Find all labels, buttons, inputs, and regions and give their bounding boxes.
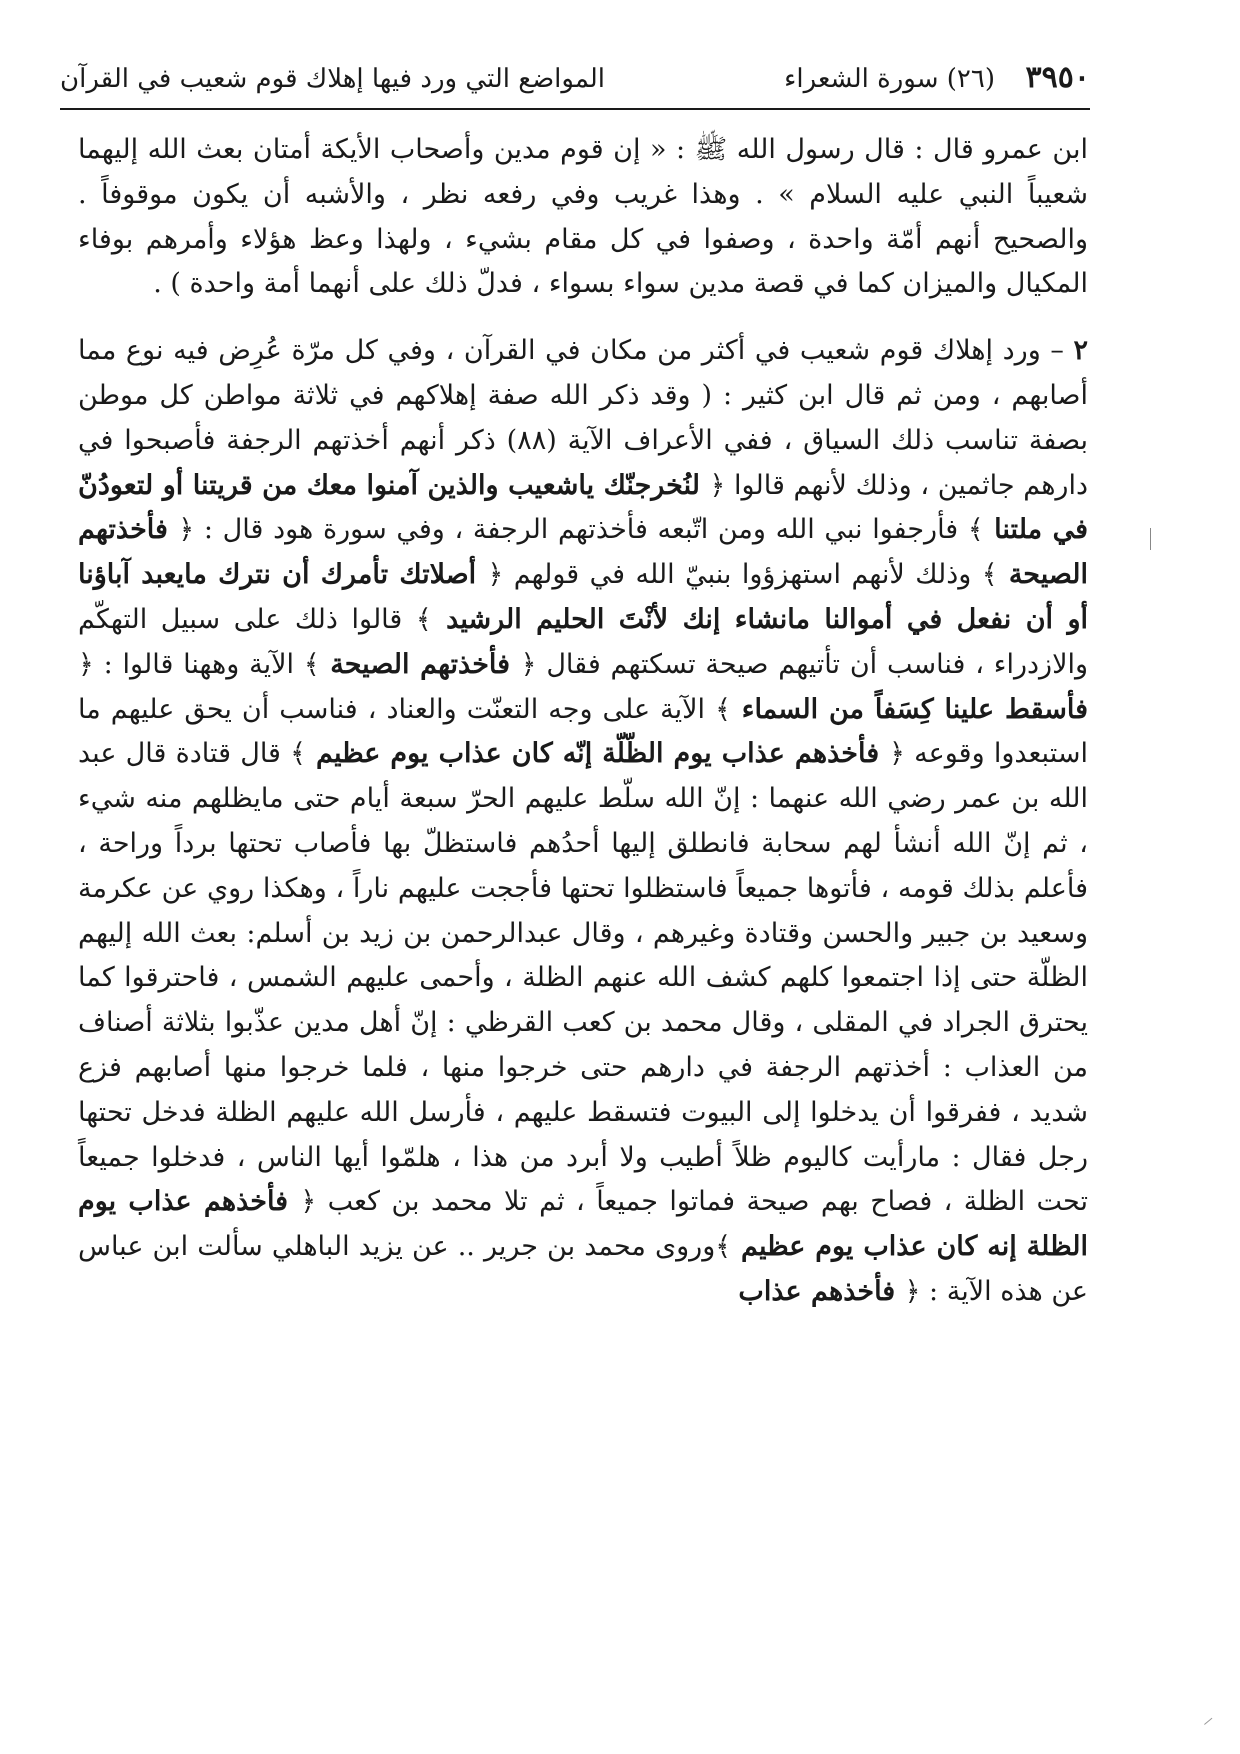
text-segment: قال قتادة قال عبد الله بن عمر رضي الله عنهما : إنّ الله سلّط عليهم الحرّ سبعة أيام حتى مايظلهم منه شيء ، ثم إنّ الله أنشأ لهم سحابة فانطلق إليها أحدُهم فاستظلّ بها فأصاب تحتها برداً وراحة ، فأعلم بذلك قومه ، فأتوها جميعاً فاستظلوا تحتها فأججت عليهم ناراً ، وهكذا روي عن عكرمة وسعيد بن جبير والحسن وقتادة وغيرهم ، وقال عبدالرحمن بن زيد بن أسلم: بعث الله إليهم الظلّة حتى إذا اجتمعوا كلهم كشف الله عنهم الظلة ، وأحمى عليهم الشمس ، فاحترقوا كما يحترق الجراد في المقلى ، وقال محمد بن كعب القرظي : إنّ أهل مدين عذّبوا بثلاثة أصناف من العذاب : أخذتهم الرجفة في دارهم حتى خرجوا منها ، فلما خرجوا منها أصابهم فزع شديد ، ففرقوا أن يدخلوا إلى البيوت فتسقط عليهم ، فأرسل الله عليهم الظلة فدخل تحتها رجل فقال : مارأيت كاليوم ظلاً أطيب ولا أبرد من هذا ، هلمّوا أيها الناس ، فدخلوا جميعاً تحت الظلة ، فصاح بهم صيحة فماتوا جميعاً ، ثم تلا محمد بن كعب [78,738,1088,1218]
paragraph-1 [78,128,1088,307]
text-segment: الآية على وجه التعنّت والعناد ، فناسب أن يحق عليهم ما استبعدوا وقوعه [78,693,1088,770]
quran-bracket-open: ﴿ [300,1186,317,1218]
paragraph-1-text: ابن عمرو قال : قال رسول الله ﷺ : « إن قوم مدين وأصحاب الأيكة أمتان بعث الله إليهما شعيباً النبي عليه السلام » . وهذا غريب وفي رفعه نظر ، والأشبه أن يكون موقوفاً . والصحيح أنهم أمّة واحدة ، وصفوا في كل مقام بشيء ، ولهذا وعظ هؤلاء وأمرهم بوفاء المكيال والميزان كما في قصة مدين سواء بسواء ، فدلّ ذلك على أنهما أمة واحدة ) . [78,134,1088,300]
item-number: ٢ [1073,335,1088,367]
quran-bracket-close: ﴾ [715,693,731,725]
quran-bracket-open: ﴿ [487,559,504,591]
quran-quote: فأسقط علينا كِسَفاً من السماء [730,693,1088,725]
quran-bracket-close: ﴾ [303,648,320,680]
quran-bracket-close: ﴾ [715,1231,732,1263]
page-body [78,128,1088,1315]
surah-title: (٢٦) سورة الشعراء [784,64,995,94]
quran-quote: فأخذتهم الصيحة [78,514,1089,591]
quran-bracket-open: ﴿ [904,1275,921,1307]
quran-bracket-open: ﴿ [178,514,195,546]
quran-quote: فأخذتهم الصيحة [319,648,521,680]
quran-quote: أصلاتك تأمرك أن نترك مايعبد آباؤنا أو أن نفعل في أموالنا مانشاء إنك لأنْتَ الحليم الرشيد [78,559,1088,635]
margin-tick [1150,528,1159,550]
corner-scan-mark [1198,1710,1213,1725]
text-segment: وروى محمد بن جرير .. عن يزيد الباهلي سألت ابن عباس عن هذه الآية : [78,1231,1088,1307]
text-segment: وذلك لأنهم استهزؤوا بنبيّ الله في قولهم [503,559,982,591]
quran-quote: فأخذهم عذاب يوم الظّلّة إنّه كان عذاب يوم عظيم [305,738,890,770]
quran-bracket-open: ﴿ [78,648,94,680]
quran-bracket-open: ﴿ [709,469,726,501]
quran-bracket-close: ﴾ [967,514,984,546]
quran-quote: فأخذهم عذاب يوم الظلة إنه كان عذاب يوم عظيم [78,1186,1088,1263]
quran-quote: لنُخرجنّك ياشعيب والذين آمنوا معك من قريتنا أو لتعودُنّ في ملتنا [78,469,1088,546]
quran-bracket-close: ﴾ [415,603,432,635]
text-segment: فأرجفوا نبي الله ومن اتّبعه فأخذتهم الرجفة ، وفي سورة هود قال : [194,514,968,546]
quran-bracket-close: ﴾ [290,738,306,770]
quran-bracket-open: ﴿ [889,738,905,770]
text-segment: قالوا ذلك على سبيل التهكّم والازدراء ، فناسب أن تأتيهم صيحة تسكتهم فقال [78,603,1089,680]
page-header [60,58,1090,110]
quran-bracket-open: ﴿ [520,648,537,680]
text-segment: – ورد إهلاك قوم شعيب في أكثر من مكان في القرآن ، وفي كل مرّة عُرِض فيه نوع مما أصابهم ، ومن ثم قال ابن كثير : ( وقد ذكر الله صفة إهلاكهم في ثلاثة مواطن كل موطن بصفة تناسب ذلك السياق ، ففي الأعراف الآية (٨٨) ذكر أنهم أخذتهم الرجفة فأصبحوا في دارهم جاثمين ، وذلك لأنهم قالوا [78,335,1088,501]
page-number: ٣٩٥٠ [1025,60,1090,95]
quran-quote: فأخذهم عذاب [738,1275,905,1307]
running-title: المواضع التي ورد فيها إهلاك قوم شعيب في القرآن [60,64,605,94]
quran-bracket-close: ﴾ [981,559,998,591]
paragraph-2 [78,329,1088,1315]
text-segment: الآية وههنا قالوا : [93,648,304,680]
